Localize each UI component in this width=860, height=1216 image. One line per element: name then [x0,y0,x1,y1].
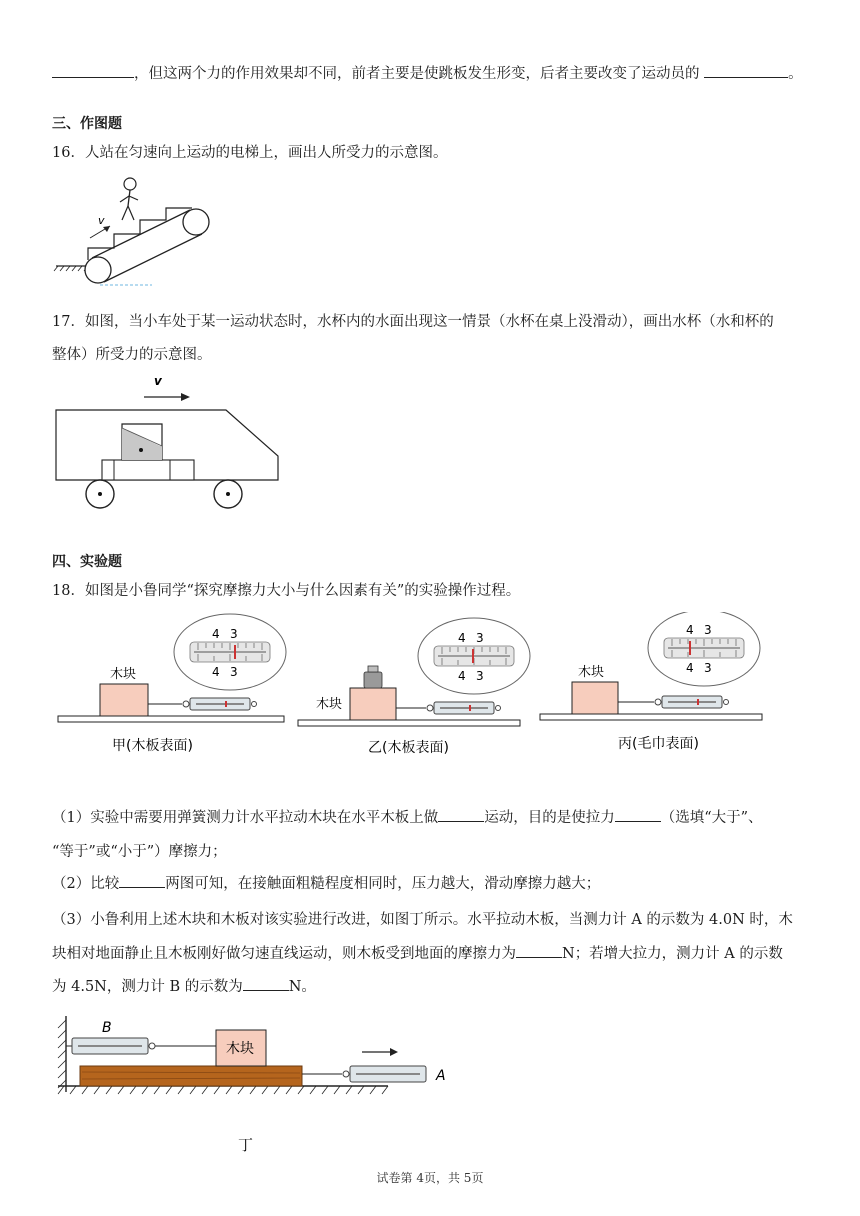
scale-tick: 4 [458,669,466,683]
q16-text: 16．人站在匀速向上运动的电梯上，画出人所受力的示意图。 [52,145,448,161]
q18-p2-text-a: （2）比较 [52,876,120,892]
figure-caption: 丁 [238,1136,254,1154]
answer-blank[interactable] [704,63,788,78]
scale-tick: 4 [212,665,220,679]
q18-intro: 18．如图是小鲁同学“探究摩擦力大小与什么因素有关”的实验操作过程。 [52,583,521,599]
q17-car-figure [52,372,284,516]
answer-blank[interactable] [615,807,661,822]
q16-escalator-figure [52,172,212,292]
q18-p3-line3 [52,975,316,996]
q18-p3-line2 [52,942,783,963]
q18-p1-text-c: （选填“大于”、 [660,810,763,826]
q18-figure-ding [52,1008,462,1158]
scale-tick: 3 [230,665,238,679]
answer-blank[interactable] [243,976,289,991]
answer-blank[interactable] [438,807,484,822]
page-footer: 试卷第 4页，共 5页 [376,1171,484,1185]
q17-text-line2: 整体）所受力的示意图。 [52,347,212,363]
q18-p1-text-a: （1）实验中需要用弹簧测力计水平拉动木块在水平木板上做 [52,810,439,826]
q17-text-line1: 17．如图，当小车处于某一运动状态时，水杯内的水面出现这一情景（水杯在桌上没滑动），画出水杯（水和杯的 [52,314,774,330]
q18-p3-text-c: 为 4.5N，测力计 B 的示数为 [52,979,243,995]
figure-caption: 乙(木板表面) [368,740,449,756]
block-label: 木块 [316,697,343,712]
q18-p1-line1 [52,806,763,827]
q18-p3-text-b: N；若增大拉力，测力计 A 的示数 [562,946,783,962]
scale-tick: 3 [476,669,484,683]
q15-tail-line: ，但这两个力的作用效果却不同，前者主要是使跳板发生形变，后者主要改变了运动员的 。 [52,62,803,83]
q18-p3-line1: （3）小鲁利用上述木块和木板对该实验进行改进，如图丁所示。水平拉动木板，当测力计 A 的示数为 4.0N 时，木 [52,912,793,928]
block-label: 木块 [226,1041,254,1057]
scale-tick: 4 [212,627,220,641]
scale-tick: 4 [686,661,694,675]
q18-p1-text-b: 运动，目的是使拉力 [484,810,615,826]
scale-tick: 4 [686,623,694,637]
q18-p2-text-b: 两图可知，在接触面粗糙程度相同时，压力越大，滑动摩擦力越大； [165,876,601,892]
scale-tick: 3 [704,661,712,675]
q18-experiment-figures [52,612,772,762]
scale-tick: 3 [230,627,238,641]
q15-tail-text: ，但这两个力的作用效果却不同，前者主要是使跳板发生形变，后者主要改变了运动员的 [134,66,700,82]
scale-tick: 3 [704,623,712,637]
block-label: 木块 [110,667,137,682]
answer-blank[interactable] [52,63,134,78]
answer-blank[interactable] [516,943,562,958]
answer-blank[interactable] [119,873,165,888]
section-heading-drawing: 三、作图题 [52,116,122,132]
meter-a-label: A [436,1068,446,1084]
scale-tick: 4 [458,631,466,645]
q18-p3-text-a: 块相对地面静止且木板刚好做匀速直线运动，则木板受到地面的摩擦力为 [52,946,516,962]
q18-p3-text-d: N。 [288,979,316,995]
figure-caption: 丙(毛巾表面) [618,736,699,752]
figure-caption: 甲(木板表面) [112,738,193,754]
meter-b-label: B [102,1020,112,1036]
scale-tick: 3 [476,631,484,645]
section-heading-experiment: 四、实验题 [52,554,122,570]
velocity-label: v [154,374,162,388]
q18-p2-line [52,872,600,893]
q18-p1-line2: “等于”或“小于”）摩擦力； [52,844,227,860]
block-label: 木块 [578,665,605,680]
velocity-label: v [98,214,105,227]
